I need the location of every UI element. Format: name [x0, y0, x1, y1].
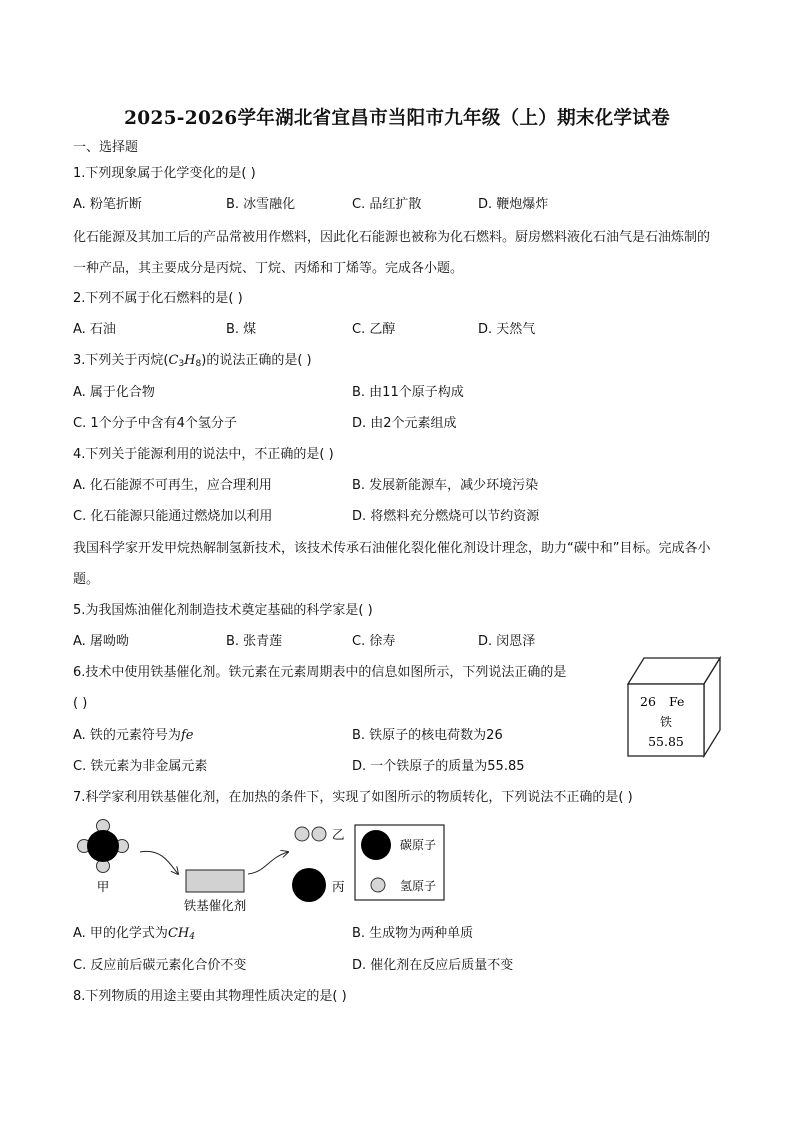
- methane-molecule-icon: [78, 820, 129, 873]
- formula-h: H: [184, 353, 196, 368]
- question-3: 3.下列关于丙烷$(C_3H_8)$的说法正确的是( ): [73, 353, 312, 369]
- q1-option-a: A. 粉笔折断: [73, 197, 142, 212]
- question-7: 7.科学家利用铁基催化剂，在加热的条件下，实现了如图所示的物质转化，下列说法不正确的是( ): [73, 790, 633, 805]
- q4-option-b: B. 发展新能源车，减少环境污染: [352, 478, 539, 493]
- passage-1: 化石能源及其加工后的产品常被用作燃料，因此化石能源也被称为化石燃料。厨房燃料液化石油气是石油炼制的一种产品，其主要成分是丙烷、丁烷、丙烯和丁烯等。完成各小题。: [73, 230, 711, 276]
- q2-option-c: C. 乙醇: [352, 322, 396, 337]
- element-symbol: Fe: [669, 694, 685, 709]
- legend-hydrogen: 氢原子: [400, 879, 437, 893]
- q5-option-d: D. 闵恩泽: [478, 634, 536, 649]
- q5-option-c: C. 徐寿: [352, 634, 396, 649]
- q7-option-c: C. 反应前后碳元素化合价不变: [73, 958, 247, 973]
- q3-option-c: C. 1个分子中含有4个氢分子: [73, 416, 237, 431]
- question-8: 8.下列物质的用途主要由其物理性质决定的是( ): [73, 989, 347, 1004]
- formula-c: C: [168, 353, 179, 368]
- q3-option-a: A. 属于化合物: [73, 385, 155, 400]
- formula-ch: CH: [167, 926, 190, 941]
- q6-option-c: C. 铁元素为非金属元素: [73, 759, 208, 774]
- hydrogen-atom-icon: [312, 827, 326, 841]
- q4-option-a: A. 化石能源不可再生，应合理利用: [73, 478, 272, 493]
- q1-option-c: C. 品红扩散: [352, 197, 422, 212]
- arrow-icon: [140, 851, 178, 874]
- element-symbol-text: fe: [180, 728, 194, 743]
- page-title: 2025-2026学年湖北省宜昌市当阳市九年级（上）期末化学试卷: [124, 108, 670, 129]
- arrow-icon: [248, 852, 288, 874]
- carbon-legend-icon: [361, 830, 391, 860]
- q2-option-a: A. 石油: [73, 322, 116, 337]
- element-name: 铁: [659, 715, 673, 729]
- hydrogen-legend-icon: [371, 878, 385, 892]
- q2-option-d: D. 天然气: [478, 322, 536, 337]
- q1-option-d: D. 鞭炮爆炸: [478, 197, 549, 212]
- label-bing: 丙: [332, 879, 345, 894]
- passage-2: 我国科学家开发甲烷热解制氢新技术，该技术传承石油催化裂化催化剂设计理念，助力“碳中和”目标。完成各小题。: [73, 541, 711, 587]
- question-4: 4.下列关于能源利用的说法中，不正确的是( ): [73, 447, 334, 462]
- q6-option-b: B. 铁原子的核电荷数为26: [352, 728, 503, 743]
- question-1: 1.下列现象属于化学变化的是( ): [73, 166, 256, 181]
- q4-option-d: D. 将燃料充分燃烧可以节约资源: [352, 509, 540, 524]
- q1-option-b: B. 冰雪融化: [226, 197, 296, 212]
- element-mass: 55.85: [648, 734, 684, 749]
- carbon-atom-icon: [292, 868, 326, 902]
- q7-option-d: D. 催化剂在反应后质量不变: [352, 958, 514, 973]
- legend-box: [354, 824, 446, 902]
- q4-option-c: C. 化石能源只能通过燃烧加以利用: [73, 509, 273, 524]
- element-number: 26: [640, 694, 656, 709]
- q6-option-a: A. 铁的元素符号为fe: [73, 728, 194, 743]
- element-cell-figure: [620, 656, 724, 758]
- q5-option-a: A. 屠呦呦: [73, 634, 129, 649]
- q7-option-a: A. 甲的化学式为$CH_4$: [73, 926, 195, 942]
- q2-option-b: B. 煤: [226, 322, 257, 337]
- question-5: 5.为我国炼油催化剂制造技术奠定基础的科学家是( ): [73, 603, 373, 618]
- q7-option-b: B. 生成物为两种单质: [352, 926, 474, 941]
- q5-option-b: B. 张青莲: [226, 634, 283, 649]
- label-yi: 乙: [332, 827, 345, 842]
- q3-option-d: D. 由2个元素组成: [352, 416, 457, 431]
- q6-option-d: D. 一个铁原子的质量为55.85: [352, 759, 525, 774]
- section-heading: 一、选择题: [73, 140, 139, 155]
- q3-option-b: B. 由11个原子构成: [352, 385, 464, 400]
- legend-carbon: 碳原子: [400, 838, 437, 852]
- question-6: 6.技术中使用铁基催化剂。铁元素在元素周期表中的信息如图所示，下列说法正确的是: [73, 665, 567, 680]
- catalyst-block: [186, 870, 244, 892]
- question-2: 2.下列不属于化石燃料的是( ): [73, 291, 243, 306]
- question-6-paren: ( ): [73, 696, 88, 711]
- label-catalyst: 铁基催化剂: [183, 898, 247, 913]
- hydrogen-atom-icon: [295, 827, 309, 841]
- label-jia: 甲: [96, 879, 110, 894]
